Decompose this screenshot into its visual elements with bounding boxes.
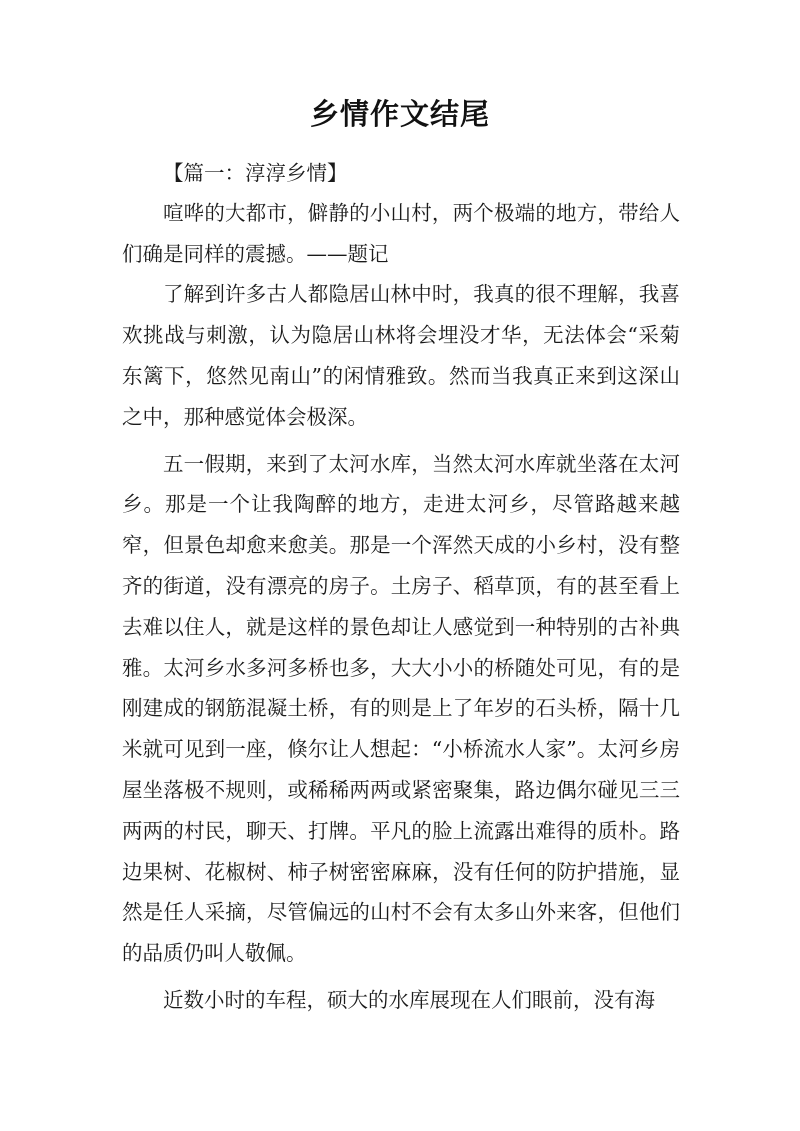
paragraph-epigraph: 喧哗的大都市，僻静的小山村，两个极端的地方，带给人们确是同样的震撼。——题记: [122, 200, 680, 266]
section-heading: 【篇一：淳淳乡情】: [163, 161, 348, 185]
paragraph-hermit: 了解到许多古人都隐居山林中时，我真的很不理解，我喜欢挑战与刺激，认为隐居山林将会埋没才华，无法体会“采菊东篱下，悠然见南山”的闲情雅致。然而当我真正来到这深山之中，那种感觉体会极深。: [122, 282, 680, 429]
paragraph-reservoir: 近数小时的车程，硕大的水库展现在人们眼前，没有海: [163, 987, 655, 1012]
document-body: [122, 153, 680, 1021]
document-title: 乡情作文结尾: [309, 97, 490, 131]
paragraph-village: 五一假期，来到了太河水库，当然太河水库就坐落在太河乡。那是一个让我陶醉的地方，走进太河乡，尽管路越来越窄，但景色却愈来愈美。那是一个浑然天成的小乡村，没有整齐的街道，没有漂亮的房子。土房子、稻草顶，有的甚至看上去难以住人，就是这样的景色却让人感觉到一种特别的古补典雅。太河乡水多河多桥也多，大大小小的桥随处可见，有的是刚建成的钢筋混凝土桥，有的则是上了年岁的石头桥，隔十几米就可见到一座，倏尔让人想起：“小桥流水人家”。太河乡房屋坐落极不规则，或稀稀两两或紧密聚集，路边偶尔碰见三三两两的村民，聊天、打牌。平凡的脸上流露出难得的质朴。路边果树、花椒树、柿子树密密麻麻，没有任何的防护措施，显然是任人采摘，尽管偏远的山村不会有太多山外来客，但他们的品质仍叫人敬佩。: [122, 451, 680, 966]
